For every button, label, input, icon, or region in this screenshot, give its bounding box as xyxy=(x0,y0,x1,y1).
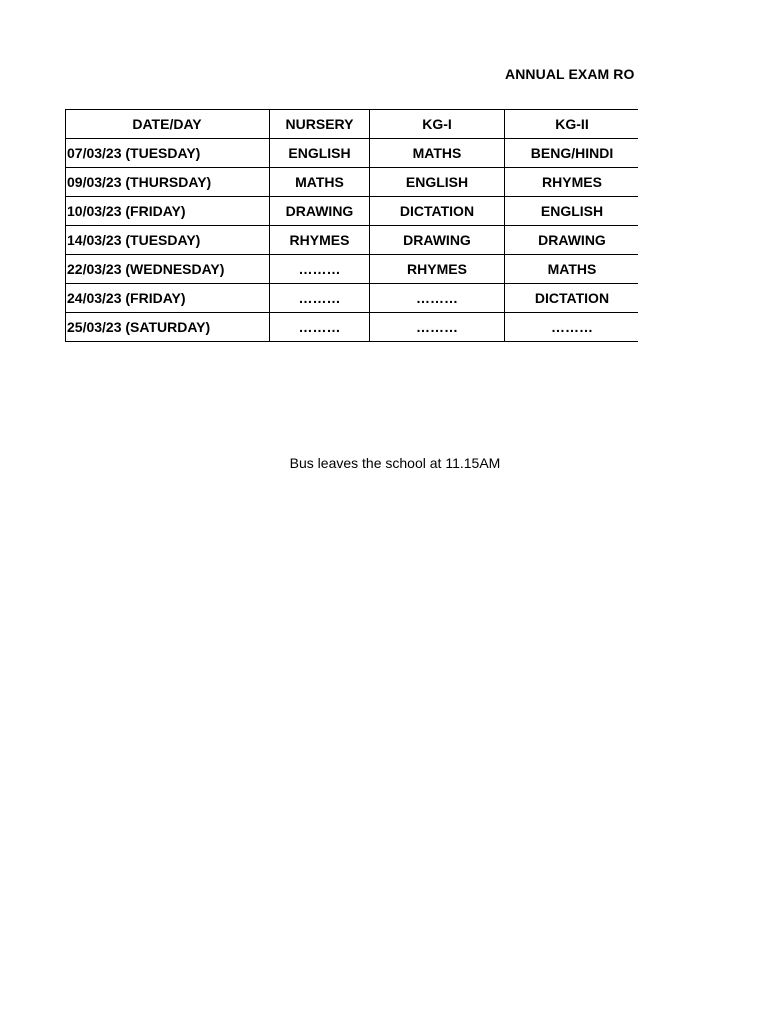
kg-1-cell: MATHS xyxy=(370,139,505,168)
kg-1-cell: DRAWING xyxy=(370,226,505,255)
kg-1-cell: RHYMES xyxy=(370,255,505,284)
kg-1-cell: ……… xyxy=(370,313,505,342)
kg-2-cell: RHYMES xyxy=(505,168,639,197)
kg-1-cell: ENGLISH xyxy=(370,168,505,197)
nursery-cell: ……… xyxy=(270,255,370,284)
table-row xyxy=(66,284,639,313)
document-title: ANNUAL EXAM RO xyxy=(505,66,635,82)
header-kg-2: KG-II xyxy=(505,110,639,139)
header-date-day: DATE/DAY xyxy=(66,110,270,139)
kg-2-cell: DICTATION xyxy=(505,284,639,313)
nursery-cell: ENGLISH xyxy=(270,139,370,168)
bus-note: Bus leaves the school at 11.15AM xyxy=(289,455,501,471)
date-cell: 07/03/23 (TUESDAY) xyxy=(66,139,270,168)
nursery-cell: ……… xyxy=(270,313,370,342)
header-nursery: NURSERY xyxy=(270,110,370,139)
date-cell: 22/03/23 (WEDNESDAY) xyxy=(66,255,270,284)
kg-2-cell: ENGLISH xyxy=(505,197,639,226)
date-cell: 09/03/23 (THURSDAY) xyxy=(66,168,270,197)
date-cell: 10/03/23 (FRIDAY) xyxy=(66,197,270,226)
table-header-row xyxy=(66,110,639,139)
table-row xyxy=(66,255,639,284)
table-row xyxy=(66,168,639,197)
date-cell: 24/03/23 (FRIDAY) xyxy=(66,284,270,313)
date-cell: 25/03/23 (SATURDAY) xyxy=(66,313,270,342)
nursery-cell: RHYMES xyxy=(270,226,370,255)
kg-2-cell: BENG/HINDI xyxy=(505,139,639,168)
nursery-cell: ……… xyxy=(270,284,370,313)
date-cell: 14/03/23 (TUESDAY) xyxy=(66,226,270,255)
table-row xyxy=(66,313,639,342)
kg-2-cell: DRAWING xyxy=(505,226,639,255)
table-row xyxy=(66,226,639,255)
kg-2-cell: ……… xyxy=(505,313,639,342)
kg-1-cell: ……… xyxy=(370,284,505,313)
table-row xyxy=(66,139,639,168)
nursery-cell: MATHS xyxy=(270,168,370,197)
exam-schedule-table xyxy=(65,109,638,342)
kg-1-cell: DICTATION xyxy=(370,197,505,226)
table-row xyxy=(66,197,639,226)
nursery-cell: DRAWING xyxy=(270,197,370,226)
kg-2-cell: MATHS xyxy=(505,255,639,284)
header-kg-1: KG-I xyxy=(370,110,505,139)
